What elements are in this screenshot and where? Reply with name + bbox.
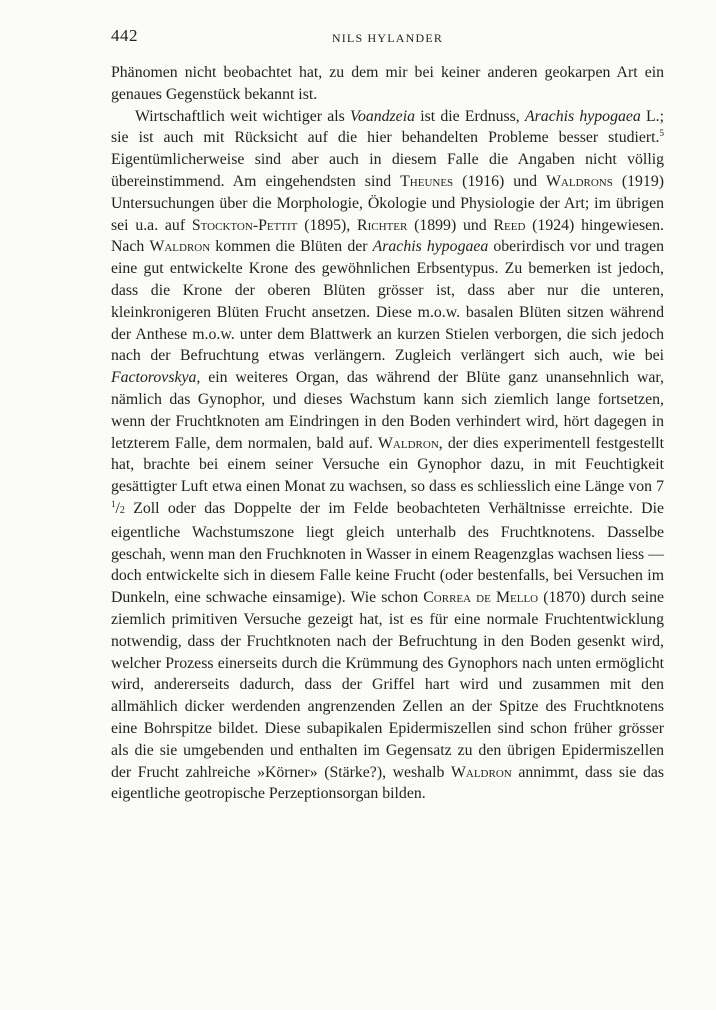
text-run: L.; sie ist auch mit Rücksicht auf die hier behandelten Probleme besser studiert. [111, 107, 665, 147]
author-richter: Richter [357, 216, 408, 234]
text-run: (1895), [297, 216, 358, 234]
genus-factorovskya: Factorovskya, [111, 369, 201, 387]
page-number: 442 [111, 26, 138, 45]
author-waldrons: Waldrons [546, 172, 613, 190]
genus-voandzeia: Voandzeia [350, 107, 415, 125]
text-run: (1919) Untersuchungen über die Morphologie, Ökologie und Physiologie der Art; im übrigen sei u.a. auf [111, 172, 664, 234]
author-waldron: Waldron [378, 434, 439, 452]
paragraph-1: Phänomen nicht beobachtet hat, zu dem mir bei keiner anderen geokarpen Art ein genaues Gegenstück bekannt ist. [111, 64, 664, 103]
species-arachis-hypogaea: Arachis hypogaea [372, 238, 489, 256]
paragraph-2 [111, 106, 664, 806]
author-correa-de-mello: Correa de Mello [423, 589, 539, 607]
fraction-slash: / [115, 499, 120, 517]
fraction-denominator: 2 [119, 504, 125, 516]
text-run: Wirtschaftlich weit wichtiger als [135, 107, 351, 125]
text-run: kommen die Blüten der [210, 238, 373, 256]
author-reed: Reed [493, 216, 526, 234]
text-run: (1899) und [407, 216, 494, 234]
author-waldron: Waldron [450, 763, 512, 781]
text-run: Zoll oder das Doppelte der im Felde beobachteten Verhältnisse erreichte. Die eigentliche Wachstumszone liegt gleich unterhalb des Fruchtknotens. Dasselbe geschah, wenn man den Fruchknoten in Wasser in einem Reagenzglas wachsen liess — doch entwickelte sich in diesem Falle keine Frucht (oder bestenfalls, bei Versuchen im Dunkeln, eine schwache einsamige). Wie schon [111, 499, 664, 607]
author-theunes: Theunes [400, 172, 454, 190]
fraction-half [111, 500, 125, 517]
body-text [111, 62, 664, 805]
text-run: (1870) durch seine ziemlich primitiven Versuche gezeigt hat, ist es für eine normale Fruchtentwicklung notwendig, dass der Fruchtknoten nach der Befruchtung in den Boden gesenkt wird, welcher Prozess einerseits durch die Krümmung des Gynophors nach unten ermöglicht wird, andererseits dadurch, dass der Griffel hart wird und zusammen mit den allmählich dicker werdenden angrenzenden Zellen an der Spitze des Fruchtknotens eine Bohrspitze bildet. Diese subapikalen Epidermiszellen sind schon früher grösser als die sie umgebenden und enthalten im Gegensatz zu den übrigen Epidermiszellen der Frucht zahlreiche »Körner» (Stärke?), weshalb [111, 589, 664, 781]
text-run: oberirdisch vor und tragen eine gut entwickelte Krone des gewöhnlichen Erbsentypus. Zu bemerken ist jedoch, dass die Krone der oberen Blüten grösser ist, dass aber nur die unteren, kleinkronigeren Blüten Frucht ansetzen. Diese m.o.w. basalen Blüten sitzen während der Anthese m.o.w. unter dem Blattwerk an kurzen Stielen verborgen, die sich jedoch nach der Befruchtung etwas verlängern. Zugleich verlängert sich auch, wie bei [111, 238, 664, 365]
fraction-numerator: 1 [111, 498, 116, 509]
page-header [111, 26, 664, 48]
text-run: Eigentümlicherweise sind aber auch in diesem Falle die Angaben nicht völlig übereinstimmend. Am eingehendsten sind [111, 151, 664, 190]
text-run: ein weiteres Organ, das während der Blüte ganz unansehnlich war, nämlich das Gynophor, und dieses Wachstum kann sich ziemlich lange fortsetzen, wenn der Fruchtknoten am Eindringen in den Boden verhindert wird, hört dagegen in letzterem Falle, dem normalen, bald auf. [111, 369, 664, 452]
footnote-marker: 5 [659, 128, 664, 139]
author-stockton-pettit: Stockton-Pettit [191, 216, 298, 234]
text-run: , der dies experimentell festgestellt hat, brachte bei einem seiner Versuche ein Gynophor dazu, in mit Feuchtigkeit gesättigter Luft etwa einen Monat zu wachsen, so dass es schliesslich eine Länge von 7 [111, 434, 665, 496]
species-arachis-hypogaea: Arachis hypogaea [525, 107, 641, 125]
author-waldron: Waldron [149, 238, 211, 256]
text-run: (1924) hingewiesen. Nach [111, 216, 664, 256]
text-run: (1916) und [453, 172, 546, 190]
text-run: ist die Erdnuss, [415, 107, 525, 125]
running-title: NILS HYLANDER [331, 31, 444, 45]
text-run: annimmt, dass sie das eigentliche geotropische Perzeptionsorgan bilden. [111, 763, 665, 803]
